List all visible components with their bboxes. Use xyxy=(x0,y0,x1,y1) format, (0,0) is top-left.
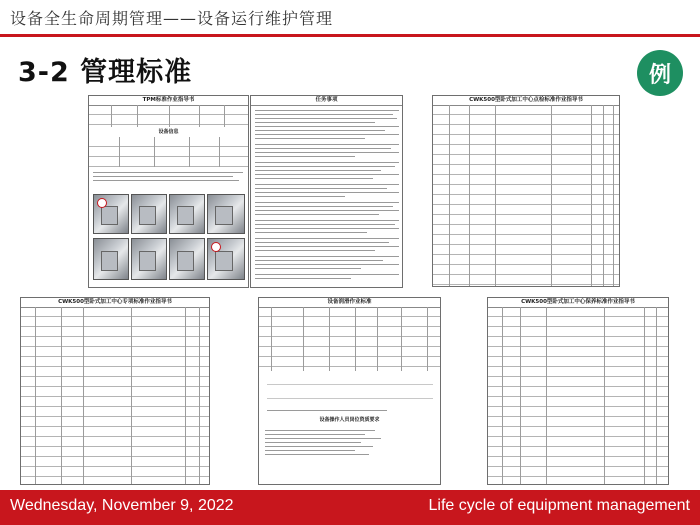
inspection-table xyxy=(433,105,619,286)
maintenance-document-title: CWK500型卧式加工中心保养标准作业指导书 xyxy=(488,298,668,308)
maintenance-standard-document xyxy=(487,297,669,485)
page-header-title: 设备全生命周期管理——设备运行维护管理 xyxy=(10,9,334,28)
special-document-title: CWK500型卧式加工中心专项标准作业指导书 xyxy=(21,298,209,308)
equipment-photo-4 xyxy=(207,194,245,234)
equipment-photo-2 xyxy=(131,194,167,234)
tpm-standard-document xyxy=(88,95,249,288)
maintenance-table xyxy=(488,307,668,484)
header-divider xyxy=(0,34,700,37)
post-requirements-heading: 设备操作人员岗位资质要求 xyxy=(319,417,380,423)
special-table xyxy=(21,307,209,484)
footer-bar xyxy=(0,490,700,525)
inspection-document-title: CWK500型卧式加工中心点检标准作业指导书 xyxy=(433,96,619,106)
tpm-spec-table xyxy=(89,137,248,167)
equipment-photo-7 xyxy=(169,238,205,280)
inspection-standard-document xyxy=(432,95,620,287)
lubrication-standard-document xyxy=(258,297,441,485)
special-standard-document xyxy=(20,297,210,485)
photo-marker xyxy=(97,198,107,208)
footer-tagline: Life cycle of equipment management xyxy=(428,497,690,514)
task-items-title: 任务事项 xyxy=(251,96,402,106)
task-items-document xyxy=(250,95,403,288)
example-badge: 例 xyxy=(637,50,683,96)
equipment-photo-3 xyxy=(169,194,205,234)
lubrication-table xyxy=(259,307,440,371)
photo-marker xyxy=(211,242,221,252)
tpm-info-table xyxy=(89,105,248,127)
lubrication-document-title: 设备润滑作业标准 xyxy=(259,298,440,308)
equipment-photo-5 xyxy=(93,238,129,280)
tpm-equipment-info-heading: 设备信息 xyxy=(158,129,179,135)
footer-date: Wednesday, November 9, 2022 xyxy=(10,497,234,514)
equipment-photo-6 xyxy=(131,238,167,280)
section-title: 3-2 管理标准 xyxy=(18,57,193,88)
tpm-document-title: TPM标准作业指导书 xyxy=(89,96,248,106)
